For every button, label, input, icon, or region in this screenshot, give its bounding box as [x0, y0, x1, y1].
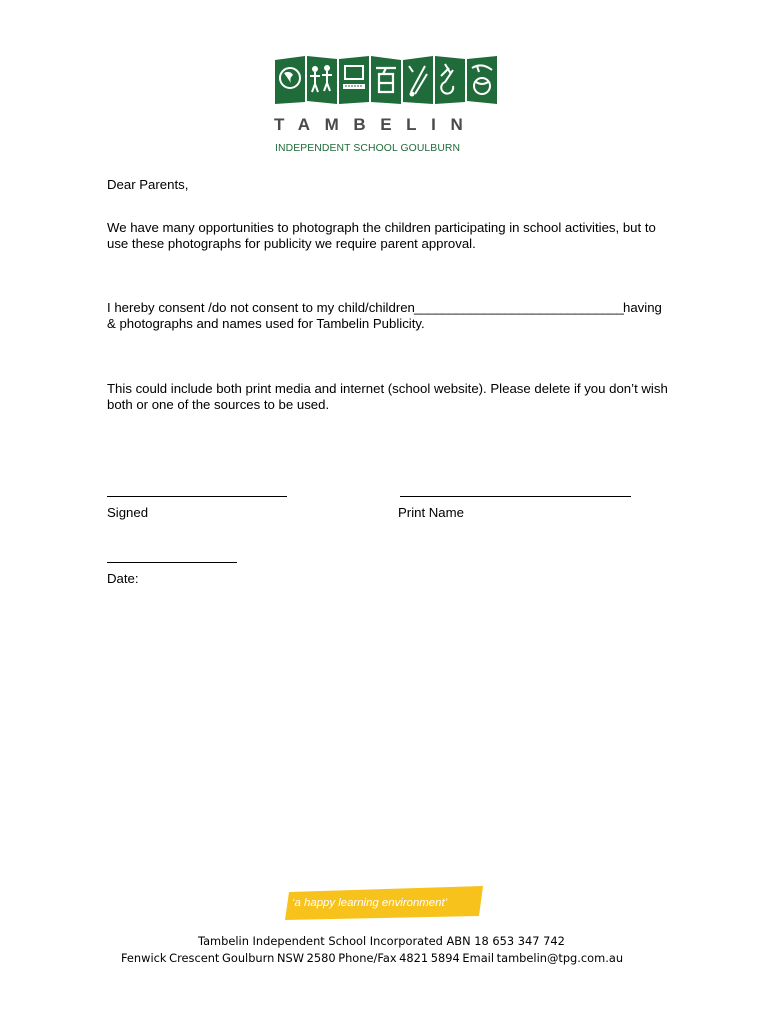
date-line[interactable]: [107, 562, 237, 563]
school-subtitle: INDEPENDENT SCHOOL GOULBURN: [275, 143, 461, 154]
signed-label: Signed: [107, 505, 149, 520]
chinese-character-icon: [371, 56, 401, 104]
computer-icon: [339, 56, 369, 104]
children-icon: [307, 56, 337, 104]
paragraph-2-line-1-end: having: [623, 300, 662, 315]
paragraph-1-line-2: use these photographs for publicity we require parent approval.: [107, 236, 476, 251]
art-tools-icon: [403, 56, 433, 104]
paragraph-1-line-1: We have many opportunities to photograph the children participating in school activities, but to: [107, 220, 656, 235]
logo-tiles-graphic: [275, 56, 497, 104]
paragraph-2-line-2: & photographs and names used for Tambelin Publicity.: [107, 316, 425, 331]
date-label: Date:: [107, 571, 139, 586]
footer-line-1: Tambelin Independent School Incorporated ABN 18 653 347 742: [198, 934, 565, 948]
print-name-line[interactable]: [400, 496, 631, 497]
print-name-label: Print Name: [398, 505, 464, 520]
school-name: TAMBELIN: [274, 115, 478, 134]
footer-line-2: Fenwick Crescent Goulburn NSW 2580 Phone/Fax 4821 5894 Email tambelin@tpg.com.au: [121, 951, 624, 965]
child-name-blank[interactable]: ______________________________: [414, 300, 624, 315]
globe-icon: [275, 56, 305, 104]
paragraph-3-line-1: This could include both print media and internet (school website). Please delete if you don’t wish: [107, 381, 668, 396]
paragraph-3-line-2: both or one of the sources to be used.: [107, 397, 330, 412]
science-icon: [435, 56, 465, 104]
paragraph-2-line-1-start: I hereby consent /do not consent to my child/children: [107, 300, 415, 315]
signature-line[interactable]: [107, 496, 287, 497]
tagline: ‘a happy learning environment’: [292, 897, 448, 909]
sport-icon: [467, 56, 497, 104]
logo-tiles: [275, 56, 497, 104]
salutation: Dear Parents,: [107, 177, 189, 192]
